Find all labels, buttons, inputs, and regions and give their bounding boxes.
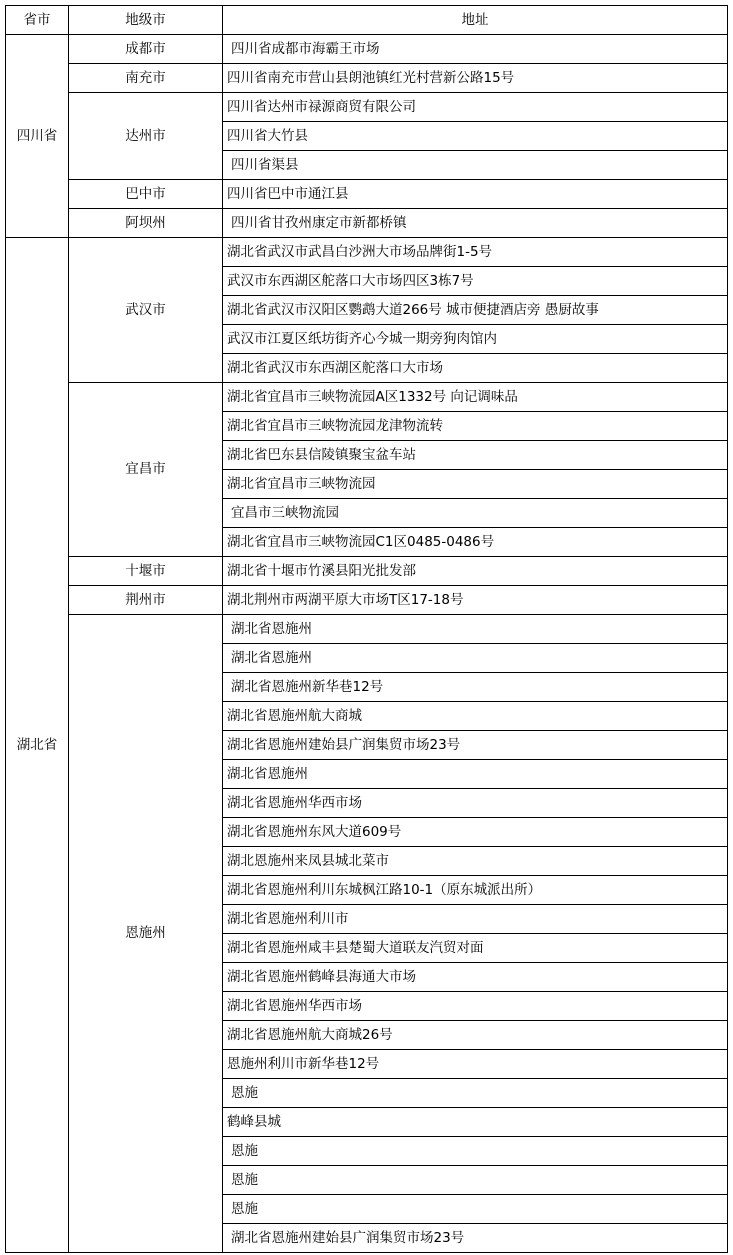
address-cell: 湖北省恩施州咸丰县楚蜀大道联友汽贸对面 (223, 934, 728, 963)
city-cell: 达州市 (69, 93, 223, 180)
address-cell: 湖北省恩施州东风大道609号 (223, 818, 728, 847)
address-cell: 湖北省恩施州 (223, 760, 728, 789)
address-cell: 湖北省恩施州建始县广润集贸市场23号 (223, 731, 728, 760)
address-cell: 湖北省恩施州利川市 (223, 905, 728, 934)
city-cell: 恩施州 (69, 615, 223, 1253)
address-cell: 湖北省宜昌市三峡物流园 (223, 470, 728, 499)
column-header-city: 地级市 (69, 6, 223, 35)
address-cell: 四川省甘孜州康定市新都桥镇 (223, 209, 728, 238)
table-row (6, 383, 728, 412)
address-cell: 四川省渠县 (223, 151, 728, 180)
city-cell: 荆州市 (69, 586, 223, 615)
address-cell: 恩施 (223, 1079, 728, 1108)
address-cell: 湖北省宜昌市三峡物流园A区1332号 向记调味品 (223, 383, 728, 412)
address-cell: 湖北省十堰市竹溪县阳光批发部 (223, 557, 728, 586)
address-cell: 湖北省恩施州航大商城 (223, 702, 728, 731)
table-header (6, 6, 728, 35)
address-cell: 四川省大竹县 (223, 122, 728, 151)
address-cell: 湖北省恩施州利川东城枫江路10-1（原东城派出所） (223, 876, 728, 905)
city-cell: 宜昌市 (69, 383, 223, 557)
address-cell: 湖北省宜昌市三峡物流园C1区0485-0486号 (223, 528, 728, 557)
address-cell: 四川省达州市禄源商贸有限公司 (223, 93, 728, 122)
column-header-province: 省市 (6, 6, 69, 35)
table-row (6, 180, 728, 209)
city-cell: 武汉市 (69, 238, 223, 383)
address-cell: 湖北省恩施州华西市场 (223, 992, 728, 1021)
address-cell: 湖北省宜昌市三峡物流园龙津物流转 (223, 412, 728, 441)
address-cell: 湖北省武汉市东西湖区舵落口大市场 (223, 354, 728, 383)
address-cell: 武汉市东西湖区舵落口大市场四区3栋7号 (223, 267, 728, 296)
address-cell: 湖北省恩施州建始县广润集贸市场23号 (223, 1224, 728, 1253)
address-cell: 恩施 (223, 1166, 728, 1195)
table-body (6, 35, 728, 1253)
address-cell: 恩施 (223, 1137, 728, 1166)
address-cell: 宜昌市三峡物流园 (223, 499, 728, 528)
address-cell: 湖北省恩施州 (223, 615, 728, 644)
address-cell: 武汉市江夏区纸坊街齐心今城一期旁狗肉馆内 (223, 325, 728, 354)
address-cell: 鹤峰县城 (223, 1108, 728, 1137)
address-cell: 湖北省恩施州 (223, 644, 728, 673)
column-header-address: 地址 (223, 6, 728, 35)
address-cell: 湖北荆州市两湖平原大市场T区17-18号 (223, 586, 728, 615)
address-cell: 湖北省恩施州鹤峰县海通大市场 (223, 963, 728, 992)
address-cell: 四川省南充市营山县朗池镇红光村营新公路15号 (223, 64, 728, 93)
address-cell: 湖北省恩施州华西市场 (223, 789, 728, 818)
table-row (6, 64, 728, 93)
table-row (6, 586, 728, 615)
address-cell: 湖北省恩施州新华巷12号 (223, 673, 728, 702)
address-cell: 恩施 (223, 1195, 728, 1224)
city-cell: 巴中市 (69, 180, 223, 209)
city-cell: 十堰市 (69, 557, 223, 586)
province-city-address-table (5, 5, 728, 1253)
table-row (6, 209, 728, 238)
table-row (6, 557, 728, 586)
table-row (6, 35, 728, 64)
address-cell: 湖北省巴东县信陵镇聚宝盆车站 (223, 441, 728, 470)
city-cell: 阿坝州 (69, 209, 223, 238)
city-cell: 成都市 (69, 35, 223, 64)
address-cell: 恩施州利川市新华巷12号 (223, 1050, 728, 1079)
header-row (6, 6, 728, 35)
address-cell: 四川省巴中市通江县 (223, 180, 728, 209)
address-cell: 四川省成都市海霸王市场 (223, 35, 728, 64)
address-cell: 湖北省武汉市武昌白沙洲大市场品牌街1-5号 (223, 238, 728, 267)
city-cell: 南充市 (69, 64, 223, 93)
province-cell: 湖北省 (6, 238, 69, 1253)
table-row (6, 93, 728, 122)
address-cell: 湖北省武汉市汉阳区鹦鹉大道266号 城市便捷酒店旁 愚厨故事 (223, 296, 728, 325)
province-cell: 四川省 (6, 35, 69, 238)
address-cell: 湖北省恩施州航大商城26号 (223, 1021, 728, 1050)
table-row (6, 238, 728, 267)
address-cell: 湖北恩施州来凤县城北菜市 (223, 847, 728, 876)
table-row (6, 615, 728, 644)
